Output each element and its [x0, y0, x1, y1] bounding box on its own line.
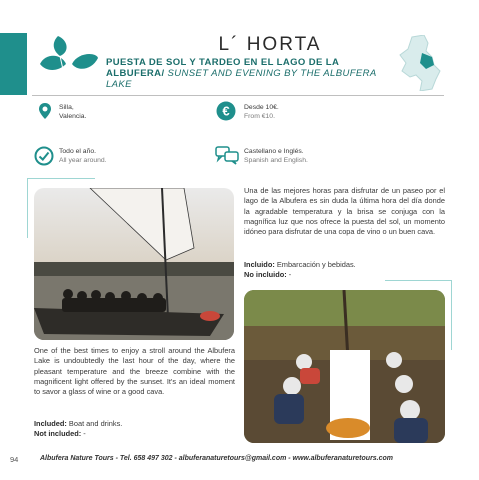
included-english	[34, 419, 235, 429]
footer-contact: Albufera Nature Tours - Tel. 658 497 302 - albuferanaturetours@gmail.com - www.albuferanaturetours.com	[40, 455, 394, 462]
group-dining-boat-photo	[244, 290, 445, 443]
included-label-en: Included:	[34, 419, 67, 428]
not-included-english	[34, 429, 235, 439]
info-price	[244, 103, 279, 121]
leaf-logo-icon	[38, 34, 100, 82]
page-title: L´ HORTA	[218, 34, 322, 55]
season-line1: Todo el año.	[59, 148, 97, 155]
language-line1: Castellano e Inglés.	[244, 148, 304, 155]
language-line2: Spanish and English.	[244, 157, 308, 164]
euro-icon	[216, 101, 236, 121]
included-value-en: Boat and drinks.	[68, 419, 123, 428]
region-map-icon	[398, 35, 446, 91]
map-pin-icon	[36, 102, 54, 120]
price-line1: Desde 10€.	[244, 104, 279, 111]
not-included-spanish	[244, 270, 445, 280]
info-season	[59, 147, 107, 165]
chat-bubbles-icon	[215, 145, 239, 165]
price-line2: From €10.	[244, 113, 275, 120]
included-spanish	[244, 260, 445, 270]
info-location	[59, 103, 86, 121]
decorative-line	[451, 280, 453, 350]
teal-side-tab	[0, 33, 27, 95]
location-line1: Silla,	[59, 104, 74, 111]
check-circle-icon	[34, 146, 54, 166]
description-spanish: Una de las mejores horas para disfrutar de un paseo por el lago de la Albufera es sin duda la última hora del día donde la agradable temperatura y la brisa se conjuga con la magnífica luz que nos ofrece la puesta del sol, un momento idóneo para disfrutar de una copa de vino o un buen cava.	[244, 186, 445, 237]
header-divider	[32, 95, 444, 96]
location-line2: Valencia.	[59, 113, 87, 120]
subtitle-spanish: PUESTA DE SOL Y TARDEO EN EL LAGO DE LA ALBUFERA/	[106, 57, 339, 79]
not-included-label-es: No incluido:	[244, 270, 287, 279]
description-english: One of the best times to enjoy a stroll around the Albufera Lake is undoubtedly the last hour of the day, where the pleasant temperature and the breeze combine with the magnificent light offered by the sunset. It's an ideal moment to savor a glass of wine or a good cava.	[34, 346, 235, 397]
page-subtitle	[106, 57, 396, 90]
decorative-line	[385, 280, 451, 282]
not-included-label-en: Not included:	[34, 429, 82, 438]
subtitle-english: SUNSET AND EVENING BY THE ALBUFERA LAKE	[106, 68, 377, 90]
svg-text:€: €	[222, 103, 230, 119]
info-language	[244, 147, 308, 165]
not-included-value-es: -	[288, 270, 292, 279]
included-label-es: Incluido:	[244, 260, 275, 269]
page-number: 94	[10, 455, 19, 464]
season-line2: All year around.	[59, 157, 107, 164]
included-value-es: Embarcación y bebidas.	[276, 260, 356, 269]
decorative-line	[27, 178, 29, 238]
sailboat-sunset-photo	[34, 188, 234, 340]
not-included-value-en: -	[83, 429, 86, 438]
